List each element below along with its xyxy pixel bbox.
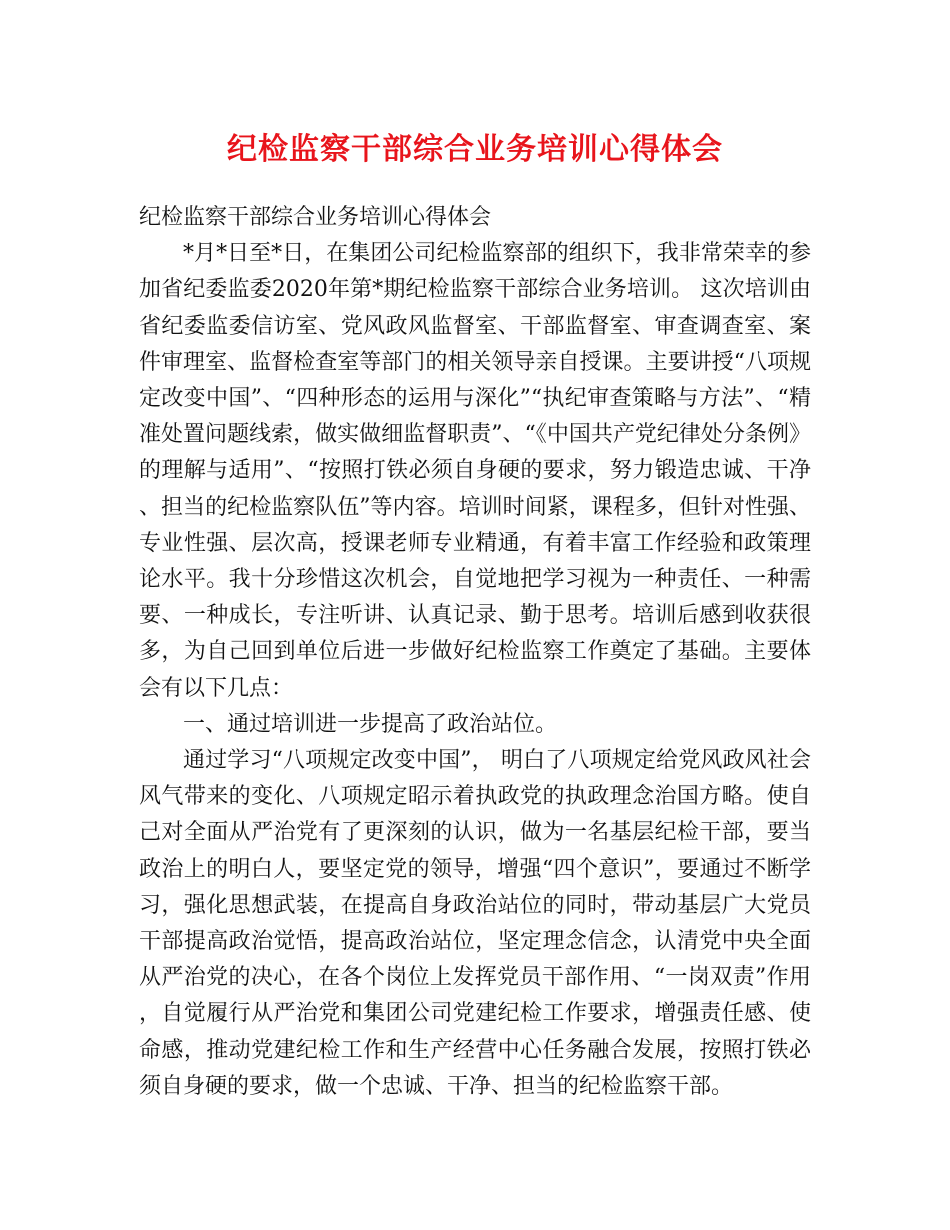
section-heading-1: 一、通过培训进一步提高了政治站位。 <box>183 711 558 737</box>
document-body <box>139 200 811 1105</box>
document-title: 纪检监察干部综合业务培训心得体会 <box>227 132 723 167</box>
paragraph-section-1: 通过学习“八项规定改变中国”， 明白了八项规定给党风政风社会风气带来的变化、八项规定昭示着执政党的执政理念治国方略。使自己对全面从严治党有了更深刻的认识，做为一名基层纪检干部，要当政治上的明白人，要坚定党的领导，增强“四个意识”，要通过不断学习，强化思想武装，在提高自身政治站位的同时，带动基层广大党员干部提高政治觉悟，提高政治站位，坚定理念信念，认清党中央全面从严治党的决心，在各个岗位上发挥党员干部作用、“一岗双责”作用，自觉履行从严治党和集团公司党建纪检工作要求，增强责任感、使命感，推动党建纪检工作和生产经营中心任务融合发展，按照打铁必须自身硬的要求，做一个忠诚、干净、担当的纪检监察干部。 <box>139 748 811 1099</box>
document-subtitle: 纪检监察干部综合业务培训心得体会 <box>139 205 492 230</box>
paragraph-intro: *月*日至*日，在集团公司纪检监察部的组织下，我非常荣幸的参加省纪委监委2020年第*期纪检监察干部综合业务培训。 这次培训由省纪委监委信访室、党风政风监督室、干部监督室、审查调查室、案件审理室、监督检查室等部门的相关领导亲自授课。主要讲授“八项规定改变中国”、“四种形态的运用与深化”“执纪审查策略与方法”、“精准处置问题线索，做实做细监督职责”、“《中国共产党纪律处分条例》的理解与适用”、“按照打铁必须自身硬的要求，努力锻造忠诚、干净、担当的纪检监察队伍”等内容。培训时间紧，课程多，但针对性强、专业性强、层次高，授课老师专业精通，有着丰富工作经验和政策理论水平。我十分珍惜这次机会，自觉地把学习视为一种责任、一种需要、一种成长，专注听讲、认真记录、勤于思考。培训后感到收获很多，为自己回到单位后进一步做好纪检监察工作奠定了基础。主要体会有以下几点： <box>139 241 811 701</box>
